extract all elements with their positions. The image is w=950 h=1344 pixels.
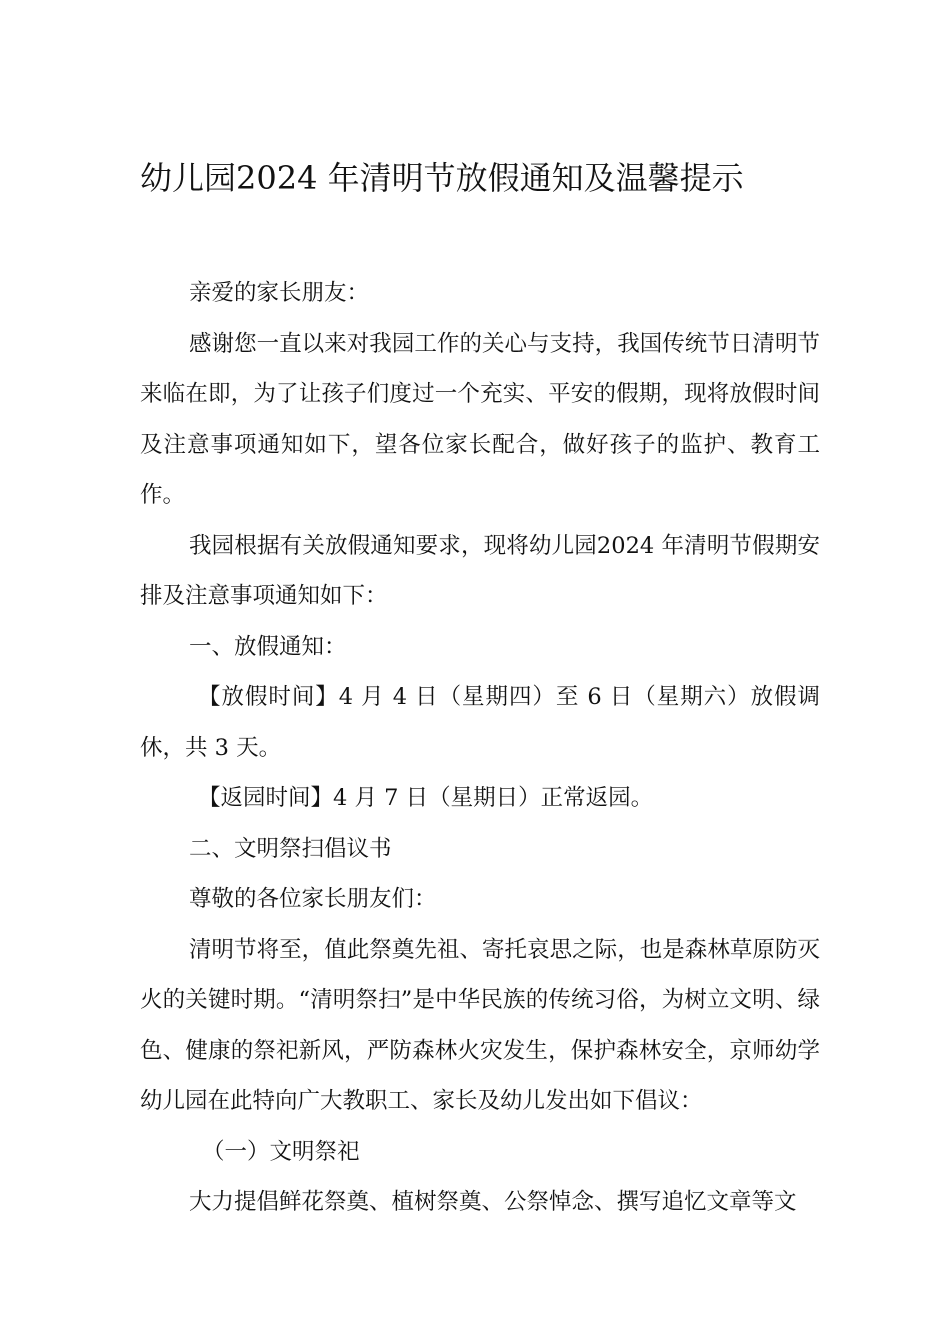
- section-heading-proposal: 二、文明祭扫倡议书: [189, 835, 392, 862]
- proposal-salutation: 尊敬的各位家长朋友们：: [189, 886, 437, 912]
- salutation: 亲爱的家长朋友：: [189, 280, 370, 306]
- document-title: 幼儿园2024 年清明节放假通知及温馨提示: [140, 159, 744, 197]
- return-time: 【返园时间】4 月 7 日（星期日）正常返园。: [198, 785, 654, 811]
- section-heading-holiday: 一、放假通知：: [189, 633, 347, 660]
- holiday-time: 【放假时间】4 月 4 日（星期四）至 6 日（星期六）放假调休，共 3 天。: [140, 684, 820, 761]
- notice-paragraph: 我园根据有关放假通知要求，现将幼儿园2024 年清明节假期安排及注意事项通知如下：: [140, 532, 820, 609]
- intro-paragraph: 感谢您一直以来对我园工作的关心与支持，我国传统节日清明节来临在即，为了让孩子们度过一个充实、平安的假期，现将放假时间及注意事项通知如下，望各位家长配合，做好孩子的监护、教育工作。: [140, 330, 820, 508]
- civilized-paragraph: 大力提倡鲜花祭奠、植树祭奠、公祭悼念、撰写追忆文章等文: [189, 1189, 797, 1215]
- proposal-paragraph: 清明节将至，值此祭奠先祖、寄托哀思之际，也是森林草原防灭火的关键时期。“清明祭扫”是中华民族的传统习俗，为树立文明、绿色、健康的祭祀新风，严防森林火灾发生，保护森林安全，京师幼学幼儿园在此特向广大教职工、家长及幼儿发出如下倡议：: [140, 936, 820, 1114]
- subsection-heading: （一）文明祭祀: [202, 1138, 360, 1165]
- document-body: [140, 268, 820, 1228]
